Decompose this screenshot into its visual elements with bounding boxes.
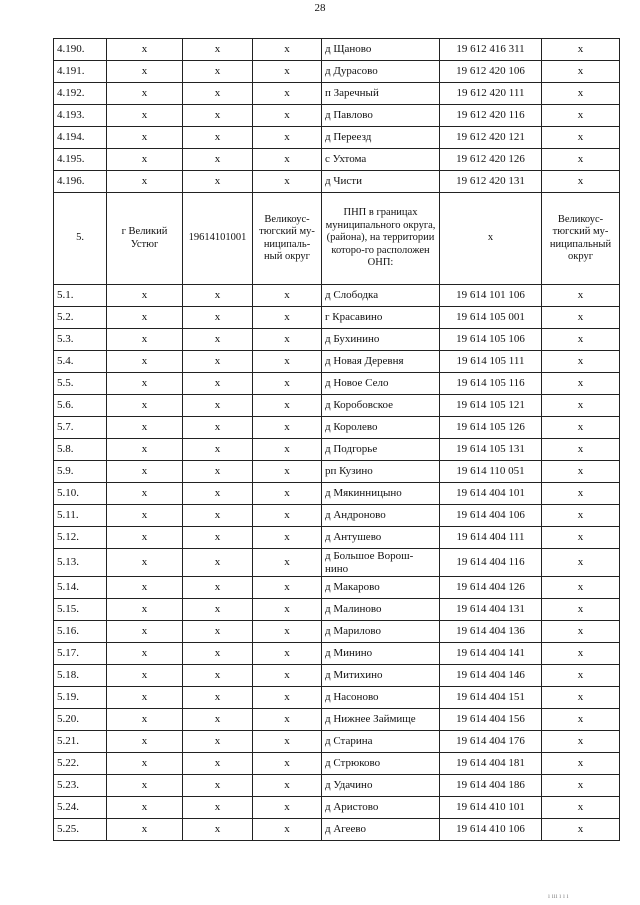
- cell-x: x: [253, 643, 322, 665]
- table-row: [54, 329, 620, 351]
- cell-x: x: [183, 599, 253, 621]
- oktmo-code: 19 614 404 126: [440, 577, 542, 599]
- cell-x: x: [107, 439, 183, 461]
- table-row: [54, 505, 620, 527]
- table-row: [54, 351, 620, 373]
- cell-x: x: [107, 665, 183, 687]
- oktmo-code: 19 614 404 146: [440, 665, 542, 687]
- table-row: [54, 417, 620, 439]
- page-number: 28: [314, 2, 326, 14]
- settlement-name: д Макарово: [322, 577, 440, 599]
- cell-x: x: [542, 395, 620, 417]
- cell-x: x: [253, 351, 322, 373]
- cell-x: x: [107, 753, 183, 775]
- section-code: 19614101001: [183, 193, 253, 285]
- settlements-table: [53, 38, 620, 841]
- cell-x: x: [183, 577, 253, 599]
- cell-x: x: [542, 83, 620, 105]
- row-number: 5.7.: [54, 417, 107, 439]
- cell-x: x: [107, 709, 183, 731]
- cell-x: x: [107, 285, 183, 307]
- settlement-name: г Красавино: [322, 307, 440, 329]
- cell-x: x: [183, 819, 253, 841]
- oktmo-code: 19 614 105 106: [440, 329, 542, 351]
- row-number: 4.190.: [54, 39, 107, 61]
- cell-x: x: [253, 373, 322, 395]
- cell-x: x: [107, 483, 183, 505]
- settlement-name: д Нижнее Займище: [322, 709, 440, 731]
- oktmo-code: 19 614 105 111: [440, 351, 542, 373]
- oktmo-code: 19 614 404 156: [440, 709, 542, 731]
- cell-x: x: [253, 797, 322, 819]
- cell-x: x: [107, 171, 183, 193]
- cell-x: x: [542, 461, 620, 483]
- settlement-name: д Антушево: [322, 527, 440, 549]
- row-number: 5.21.: [54, 731, 107, 753]
- cell-x: x: [253, 775, 322, 797]
- row-number: 5.19.: [54, 687, 107, 709]
- table-row: [54, 731, 620, 753]
- table-row: [54, 285, 620, 307]
- row-number: 5.16.: [54, 621, 107, 643]
- table-body-bottom: [54, 285, 620, 841]
- settlement-name: д Стрюково: [322, 753, 440, 775]
- row-number: 5.10.: [54, 483, 107, 505]
- cell-x: x: [183, 643, 253, 665]
- cell-x: x: [107, 329, 183, 351]
- oktmo-code: 19 614 404 116: [440, 549, 542, 577]
- settlement-name: д Переезд: [322, 127, 440, 149]
- section-district: Великоус-тюгский му-ниципаль-ный округ: [253, 193, 322, 285]
- cell-x: x: [542, 775, 620, 797]
- oktmo-code: 19 614 410 106: [440, 819, 542, 841]
- settlement-name: д Королево: [322, 417, 440, 439]
- cell-x: x: [253, 577, 322, 599]
- cell-x: x: [542, 329, 620, 351]
- table-row: [54, 797, 620, 819]
- cell-x: x: [183, 395, 253, 417]
- row-number: 5.5.: [54, 373, 107, 395]
- table-row: [54, 439, 620, 461]
- cell-x: x: [542, 665, 620, 687]
- cell-x: x: [253, 417, 322, 439]
- cell-x: x: [183, 285, 253, 307]
- cell-x: x: [253, 439, 322, 461]
- cell-x: x: [542, 819, 620, 841]
- cell-x: x: [183, 621, 253, 643]
- table-row: [54, 665, 620, 687]
- cell-x: x: [542, 599, 620, 621]
- settlement-name: д Удачино: [322, 775, 440, 797]
- cell-x: x: [253, 171, 322, 193]
- row-number: 5.2.: [54, 307, 107, 329]
- cell-x: x: [542, 483, 620, 505]
- section-district-last: Великоус-тюгский му-ниципальный округ: [542, 193, 620, 285]
- table-row: [54, 687, 620, 709]
- cell-x: x: [107, 577, 183, 599]
- settlement-name: д Митихино: [322, 665, 440, 687]
- cell-x: x: [542, 351, 620, 373]
- cell-x: x: [183, 83, 253, 105]
- section-header: [54, 193, 620, 285]
- row-number: 5.12.: [54, 527, 107, 549]
- oktmo-code: 19 614 101 106: [440, 285, 542, 307]
- cell-x: x: [542, 709, 620, 731]
- settlement-name: д Коробовское: [322, 395, 440, 417]
- scan-mark: ı ııı ı ı ı: [548, 892, 569, 900]
- cell-x: x: [542, 417, 620, 439]
- row-number: 5.25.: [54, 819, 107, 841]
- cell-x: x: [542, 285, 620, 307]
- oktmo-code: 19 614 404 136: [440, 621, 542, 643]
- cell-x: x: [542, 105, 620, 127]
- cell-x: x: [253, 687, 322, 709]
- cell-x: x: [183, 329, 253, 351]
- oktmo-code: 19 612 420 121: [440, 127, 542, 149]
- section-settlements: ПНП в границах муниципального округа, (района), на территории которо-го расположен ОНП:: [322, 193, 440, 285]
- oktmo-code: 19 612 420 106: [440, 61, 542, 83]
- row-number: 5.13.: [54, 549, 107, 577]
- settlement-name: д Слободка: [322, 285, 440, 307]
- oktmo-code: 19 614 105 116: [440, 373, 542, 395]
- cell-x: x: [253, 819, 322, 841]
- cell-x: x: [253, 39, 322, 61]
- cell-x: x: [183, 687, 253, 709]
- section-oktmo: x: [440, 193, 542, 285]
- settlement-name: д Новая Деревня: [322, 351, 440, 373]
- section-number: 5.: [54, 193, 107, 285]
- settlement-name: д Щаново: [322, 39, 440, 61]
- cell-x: x: [542, 643, 620, 665]
- cell-x: x: [253, 285, 322, 307]
- oktmo-code: 19 614 404 181: [440, 753, 542, 775]
- settlement-name: д Мякинницыно: [322, 483, 440, 505]
- settlement-name: д Марилово: [322, 621, 440, 643]
- table-row: [54, 753, 620, 775]
- cell-x: x: [183, 775, 253, 797]
- row-number: 5.17.: [54, 643, 107, 665]
- cell-x: x: [183, 439, 253, 461]
- oktmo-code: 19 614 410 101: [440, 797, 542, 819]
- settlement-name: д Павлово: [322, 105, 440, 127]
- settlement-name: д Бухинино: [322, 329, 440, 351]
- oktmo-code: 19 614 404 176: [440, 731, 542, 753]
- row-number: 4.192.: [54, 83, 107, 105]
- table-row: [54, 527, 620, 549]
- row-number: 4.193.: [54, 105, 107, 127]
- settlement-name: д Минино: [322, 643, 440, 665]
- cell-x: x: [107, 527, 183, 549]
- cell-x: x: [542, 621, 620, 643]
- cell-x: x: [183, 39, 253, 61]
- settlement-name: д Дурасово: [322, 61, 440, 83]
- cell-x: x: [107, 819, 183, 841]
- cell-x: x: [542, 731, 620, 753]
- cell-x: x: [183, 483, 253, 505]
- cell-x: x: [107, 373, 183, 395]
- row-number: 5.11.: [54, 505, 107, 527]
- cell-x: x: [107, 599, 183, 621]
- table-row: [54, 61, 620, 83]
- cell-x: x: [107, 621, 183, 643]
- cell-x: x: [107, 351, 183, 373]
- oktmo-code: 19 614 105 126: [440, 417, 542, 439]
- cell-x: x: [183, 127, 253, 149]
- table-row: [54, 599, 620, 621]
- table-row: [54, 171, 620, 193]
- oktmo-code: 19 614 110 051: [440, 461, 542, 483]
- row-number: 5.3.: [54, 329, 107, 351]
- table-row: [54, 709, 620, 731]
- table-row: [54, 127, 620, 149]
- settlement-name: д Малиново: [322, 599, 440, 621]
- cell-x: x: [107, 149, 183, 171]
- cell-x: x: [542, 127, 620, 149]
- cell-x: x: [542, 797, 620, 819]
- oktmo-code: 19 614 404 106: [440, 505, 542, 527]
- cell-x: x: [253, 527, 322, 549]
- cell-x: x: [107, 307, 183, 329]
- cell-x: x: [183, 527, 253, 549]
- cell-x: x: [253, 307, 322, 329]
- row-number: 5.4.: [54, 351, 107, 373]
- cell-x: x: [107, 549, 183, 577]
- settlement-name: д Аристово: [322, 797, 440, 819]
- oktmo-code: 19 614 404 141: [440, 643, 542, 665]
- cell-x: x: [183, 149, 253, 171]
- settlement-name: д Старина: [322, 731, 440, 753]
- cell-x: x: [253, 753, 322, 775]
- settlement-name: д Агеево: [322, 819, 440, 841]
- cell-x: x: [183, 351, 253, 373]
- settlement-name: с Ухтома: [322, 149, 440, 171]
- table-body-top: [54, 39, 620, 193]
- oktmo-code: 19 614 105 121: [440, 395, 542, 417]
- cell-x: x: [542, 171, 620, 193]
- settlement-name: д Подгорье: [322, 439, 440, 461]
- cell-x: x: [542, 549, 620, 577]
- cell-x: x: [542, 577, 620, 599]
- cell-x: x: [253, 505, 322, 527]
- cell-x: x: [183, 753, 253, 775]
- row-number: 5.22.: [54, 753, 107, 775]
- cell-x: x: [183, 61, 253, 83]
- settlement-name: д Большое Ворош-нино: [322, 549, 440, 577]
- table-row: [54, 149, 620, 171]
- row-number: 4.196.: [54, 171, 107, 193]
- cell-x: x: [107, 731, 183, 753]
- oktmo-code: 19 614 404 186: [440, 775, 542, 797]
- cell-x: x: [183, 505, 253, 527]
- cell-x: x: [253, 461, 322, 483]
- table-row: [54, 461, 620, 483]
- cell-x: x: [542, 527, 620, 549]
- oktmo-code: 19 614 404 131: [440, 599, 542, 621]
- row-number: 5.1.: [54, 285, 107, 307]
- cell-x: x: [542, 753, 620, 775]
- cell-x: x: [542, 61, 620, 83]
- row-number: 5.6.: [54, 395, 107, 417]
- table-row: [54, 105, 620, 127]
- section-row: [54, 193, 620, 285]
- cell-x: x: [183, 307, 253, 329]
- settlement-name: д Новое Село: [322, 373, 440, 395]
- row-number: 5.9.: [54, 461, 107, 483]
- cell-x: x: [183, 171, 253, 193]
- row-number: 5.8.: [54, 439, 107, 461]
- cell-x: x: [542, 307, 620, 329]
- cell-x: x: [183, 709, 253, 731]
- cell-x: x: [253, 329, 322, 351]
- table-row: [54, 395, 620, 417]
- cell-x: x: [183, 797, 253, 819]
- table-row: [54, 643, 620, 665]
- settlement-name: д Андроново: [322, 505, 440, 527]
- cell-x: x: [183, 373, 253, 395]
- cell-x: x: [183, 731, 253, 753]
- table-row: [54, 549, 620, 577]
- cell-x: x: [253, 83, 322, 105]
- cell-x: x: [107, 775, 183, 797]
- oktmo-code: 19 614 404 111: [440, 527, 542, 549]
- row-number: 4.194.: [54, 127, 107, 149]
- row-number: 5.18.: [54, 665, 107, 687]
- cell-x: x: [183, 417, 253, 439]
- row-number: 4.195.: [54, 149, 107, 171]
- settlement-name: д Чисти: [322, 171, 440, 193]
- cell-x: x: [253, 61, 322, 83]
- cell-x: x: [253, 483, 322, 505]
- table-row: [54, 373, 620, 395]
- row-number: 5.20.: [54, 709, 107, 731]
- oktmo-code: 19 614 404 101: [440, 483, 542, 505]
- cell-x: x: [107, 395, 183, 417]
- section-city: г Великий Устюг: [107, 193, 183, 285]
- cell-x: x: [183, 461, 253, 483]
- cell-x: x: [183, 549, 253, 577]
- cell-x: x: [253, 709, 322, 731]
- oktmo-code: 19 614 105 001: [440, 307, 542, 329]
- cell-x: x: [253, 149, 322, 171]
- cell-x: x: [253, 127, 322, 149]
- row-number: 5.14.: [54, 577, 107, 599]
- cell-x: x: [107, 687, 183, 709]
- cell-x: x: [253, 549, 322, 577]
- cell-x: x: [542, 687, 620, 709]
- table-row: [54, 483, 620, 505]
- table-row: [54, 621, 620, 643]
- cell-x: x: [542, 39, 620, 61]
- cell-x: x: [542, 373, 620, 395]
- cell-x: x: [542, 149, 620, 171]
- cell-x: x: [107, 127, 183, 149]
- row-number: 5.24.: [54, 797, 107, 819]
- cell-x: x: [253, 665, 322, 687]
- cell-x: x: [107, 417, 183, 439]
- cell-x: x: [542, 505, 620, 527]
- cell-x: x: [107, 797, 183, 819]
- cell-x: x: [107, 461, 183, 483]
- row-number: 4.191.: [54, 61, 107, 83]
- oktmo-code: 19 612 420 111: [440, 83, 542, 105]
- cell-x: x: [542, 439, 620, 461]
- table-row: [54, 39, 620, 61]
- cell-x: x: [253, 621, 322, 643]
- oktmo-code: 19 614 105 131: [440, 439, 542, 461]
- row-number: 5.15.: [54, 599, 107, 621]
- settlement-name: рп Кузино: [322, 461, 440, 483]
- cell-x: x: [107, 505, 183, 527]
- cell-x: x: [107, 105, 183, 127]
- cell-x: x: [107, 83, 183, 105]
- cell-x: x: [253, 395, 322, 417]
- cell-x: x: [253, 731, 322, 753]
- table-row: [54, 307, 620, 329]
- table-row: [54, 775, 620, 797]
- table-row: [54, 819, 620, 841]
- oktmo-code: 19 612 420 126: [440, 149, 542, 171]
- cell-x: x: [253, 105, 322, 127]
- cell-x: x: [107, 61, 183, 83]
- oktmo-code: 19 612 420 131: [440, 171, 542, 193]
- row-number: 5.23.: [54, 775, 107, 797]
- oktmo-code: 19 612 416 311: [440, 39, 542, 61]
- cell-x: x: [183, 665, 253, 687]
- cell-x: x: [107, 643, 183, 665]
- oktmo-code: 19 612 420 116: [440, 105, 542, 127]
- cell-x: x: [107, 39, 183, 61]
- cell-x: x: [183, 105, 253, 127]
- oktmo-code: 19 614 404 151: [440, 687, 542, 709]
- cell-x: x: [253, 599, 322, 621]
- settlement-name: д Насоново: [322, 687, 440, 709]
- table-row: [54, 577, 620, 599]
- settlement-name: п Заречный: [322, 83, 440, 105]
- table-row: [54, 83, 620, 105]
